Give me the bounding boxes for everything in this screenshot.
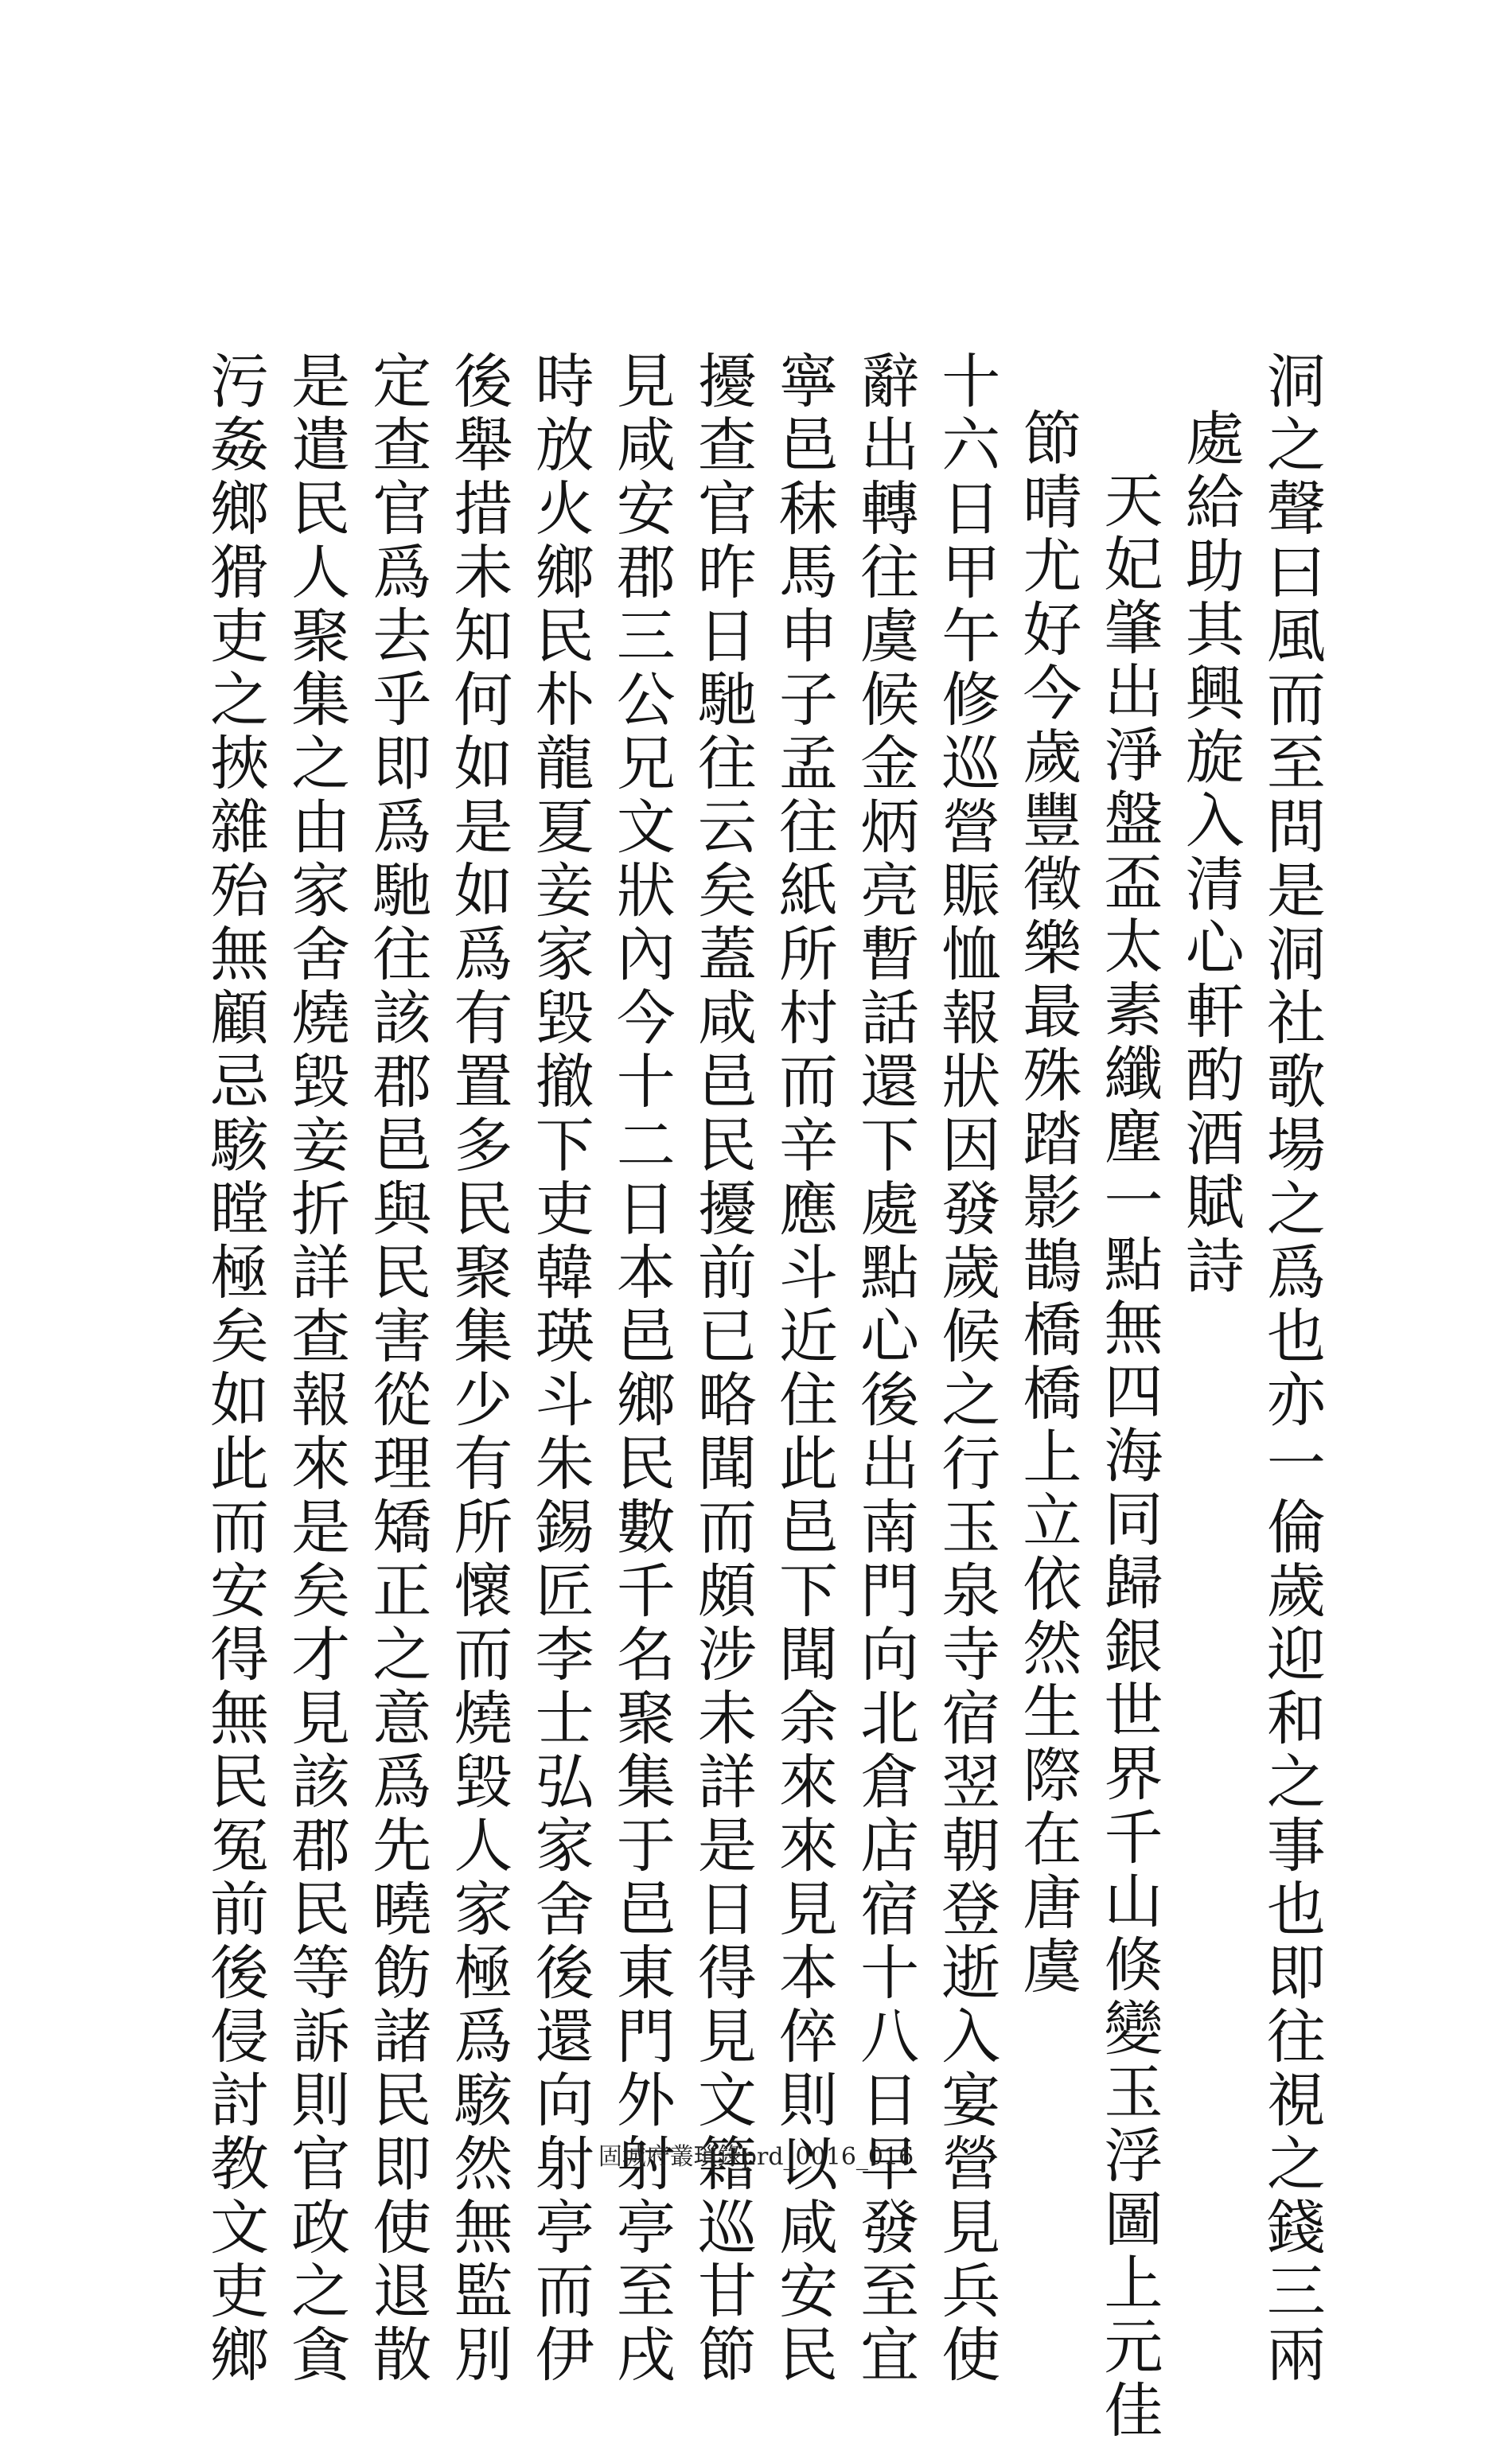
text-column: 污姦鄉猾吏之挾雜殆無顧忌駭瞠極矣如此而安得無民冤前後侵討教文吏鄉 — [201, 350, 269, 2387]
text-column: 後舉措未知何如是如爲有置多民聚集少有所懷而燒毀人家極爲駭然無監別 — [444, 350, 513, 2387]
text-column: 時放火鄉民朴龍夏妾家毀撤下吏韓瑛斗朱錫匠李士弘家舍後還向射亭而伊 — [525, 350, 594, 2387]
text-column: 見咸安郡三公兄文狀內今十二日本邑鄉民數千名聚集于邑東門外射亭至戌 — [606, 350, 676, 2387]
page-caption: 固城府叢𤨏錄prd_0016_016 — [598, 2143, 914, 2171]
text-column: 辭出轉往虞候金炳亮暫話還下處點心後出南門向北倉店宿十八日早發至宜 — [851, 350, 920, 2387]
text-column: 洞之聲曰風而至問是洞社歌場之爲也亦一倫歲迎和之事也即往視之錢三兩 — [1257, 350, 1326, 2387]
text-column: 寧邑秣馬申子孟往紙所村而辛應斗近住此邑下聞余來來見本倅則以咸安民 — [769, 350, 838, 2387]
text-column: 十六日甲午修巡營賑恤報狀因發歲候之行玉泉寺宿翌朝登逝入宴營見兵使 — [932, 350, 1001, 2387]
text-column: 定查官爲去乎即爲馳往該郡邑與民害從理矯正之意爲先曉飭諸民即使退散 — [363, 350, 432, 2387]
text-column: 節晴尤好今歲豐徵樂最殊踏影鵲橋橋上立依然生際在唐虞 — [1013, 407, 1082, 1999]
text-column: 是遣民人聚集之由家舍燒毀妾折詳查報來是矣才見該郡民等訴則官政之貪 — [282, 350, 351, 2387]
text-column: 處給助其興旋入清心軒酌酒賦詩 — [1175, 407, 1245, 1299]
text-column: 天妃肇出淨盤盃太素纖塵一點無四海同歸銀世界千山倏變玉浮圖上元佳 — [1094, 470, 1163, 2443]
text-column: 擾查官昨日馳往云矣蓋咸邑民擾前已略聞而頗涉未詳是日得見文籍巡甘節 — [688, 350, 757, 2387]
